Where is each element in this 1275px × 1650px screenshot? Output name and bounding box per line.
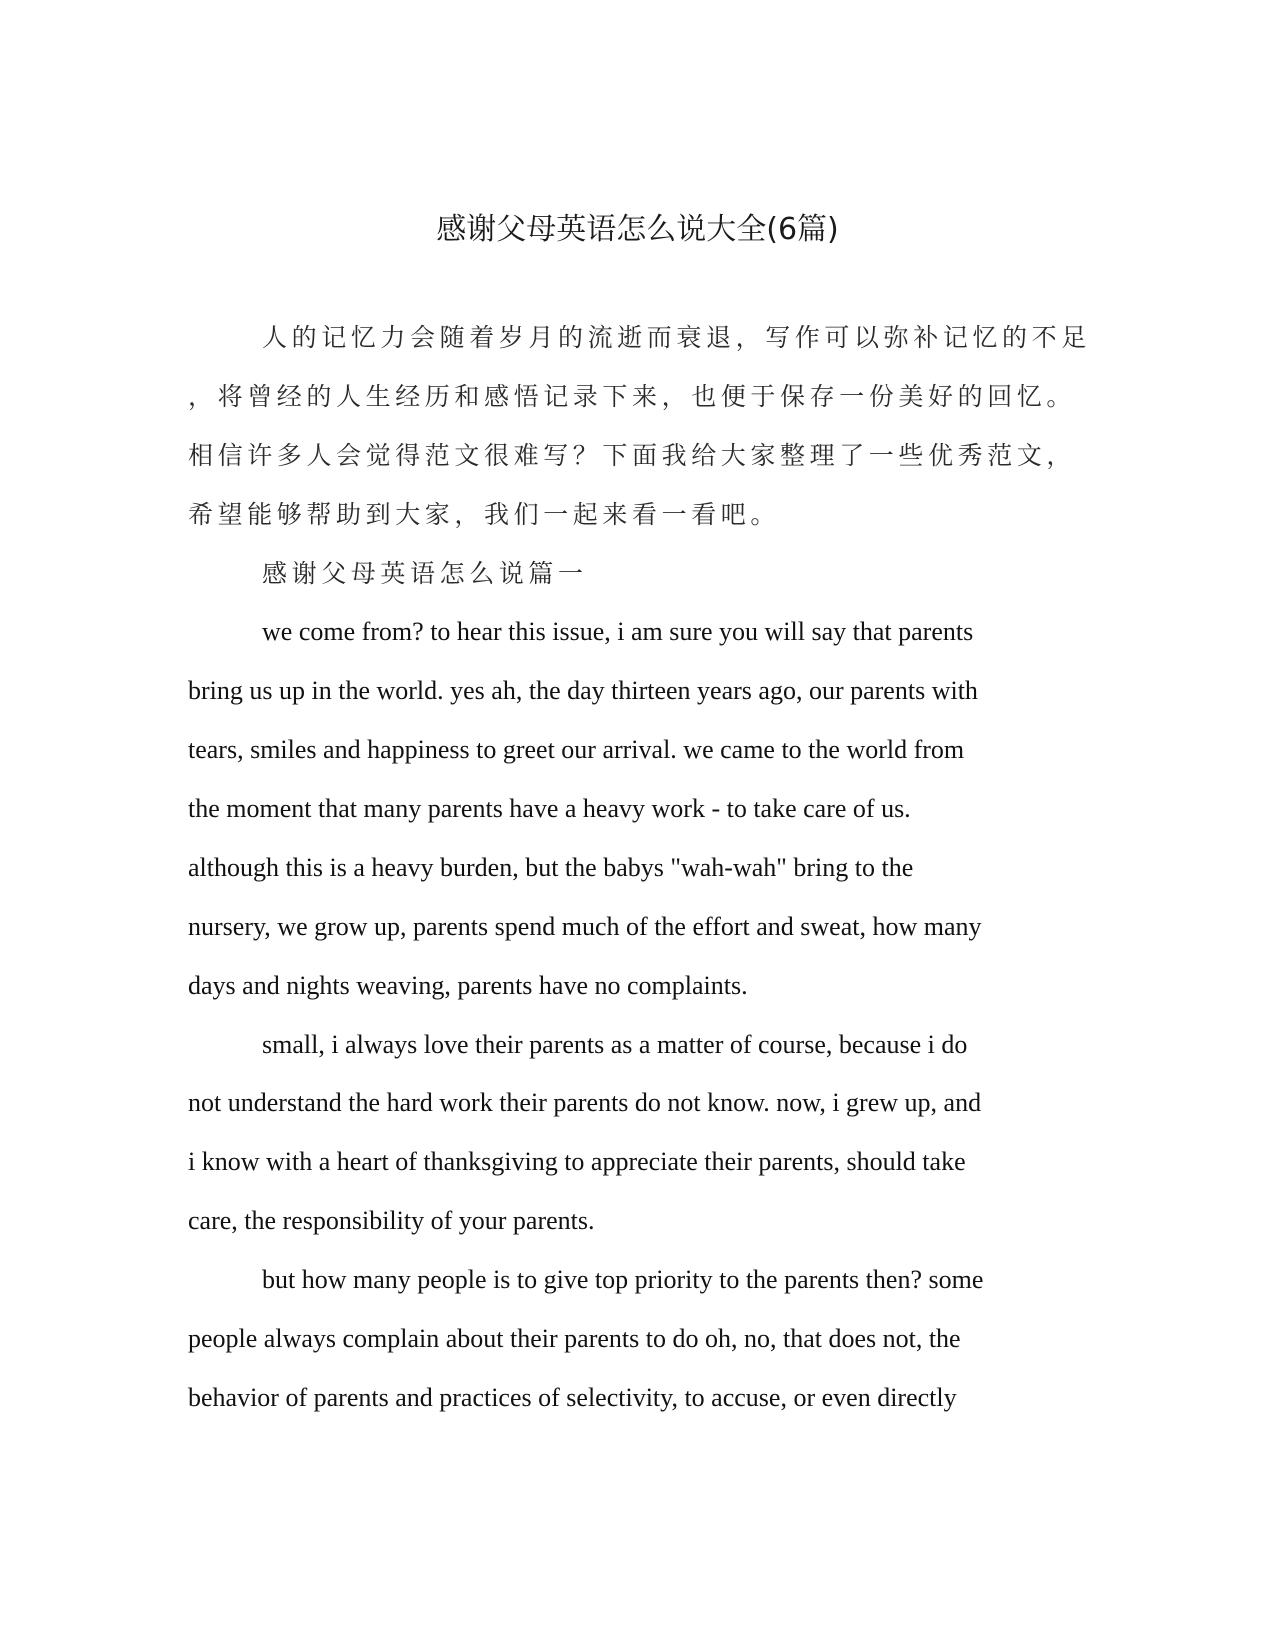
paragraph-line: bring us up in the world. yes ah, the day thirteen years ago, our parents with: [188, 676, 978, 705]
paragraph-line: behavior of parents and practices of selectivity, to accuse, or even directly: [188, 1383, 957, 1412]
paragraph-line: tears, smiles and happiness to greet our arrival. we came to the world from: [188, 735, 965, 764]
paragraph-line: we come from? to hear this issue, i am sure you will say that parents: [262, 617, 974, 646]
section-heading: 感谢父母英语怎么说篇一: [262, 559, 588, 588]
intro-line: 希望能够帮助到大家，我们一起来看一看吧。: [188, 500, 781, 529]
paragraph-line: people always complain about their parents to do oh, no, that does not, the: [188, 1324, 961, 1353]
paragraph-line: but how many people is to give top priority to the parents then? some: [262, 1265, 984, 1294]
paragraph-line: small, i always love their parents as a matter of course, because i do: [262, 1030, 968, 1059]
paragraph-line: care, the responsibility of your parents.: [188, 1206, 595, 1235]
document-title: 感谢父母英语怎么说大全(6篇): [436, 212, 839, 247]
intro-line: ，将曾经的人生经历和感悟记录下来，也便于保存一份美好的回忆。: [188, 382, 1077, 411]
paragraph-line: i know with a heart of thanksgiving to appreciate their parents, should take: [188, 1147, 966, 1176]
paragraph-line: although this is a heavy burden, but the babys "wah-wah" bring to the: [188, 853, 914, 882]
intro-line: 人的记忆力会随着岁月的流逝而衰退，写作可以弥补记忆的不足: [262, 323, 1091, 352]
paragraph-line: days and nights weaving, parents have no complaints.: [188, 971, 748, 1000]
paragraph-line: the moment that many parents have a heavy work - to take care of us.: [188, 794, 911, 823]
paragraph-line: not understand the hard work their parents do not know. now, i grew up, and: [188, 1088, 982, 1117]
paragraph-line: nursery, we grow up, parents spend much of the effort and sweat, how many: [188, 912, 982, 941]
intro-line: 相信许多人会觉得范文很难写？下面我给大家整理了一些优秀范文，: [188, 441, 1077, 470]
